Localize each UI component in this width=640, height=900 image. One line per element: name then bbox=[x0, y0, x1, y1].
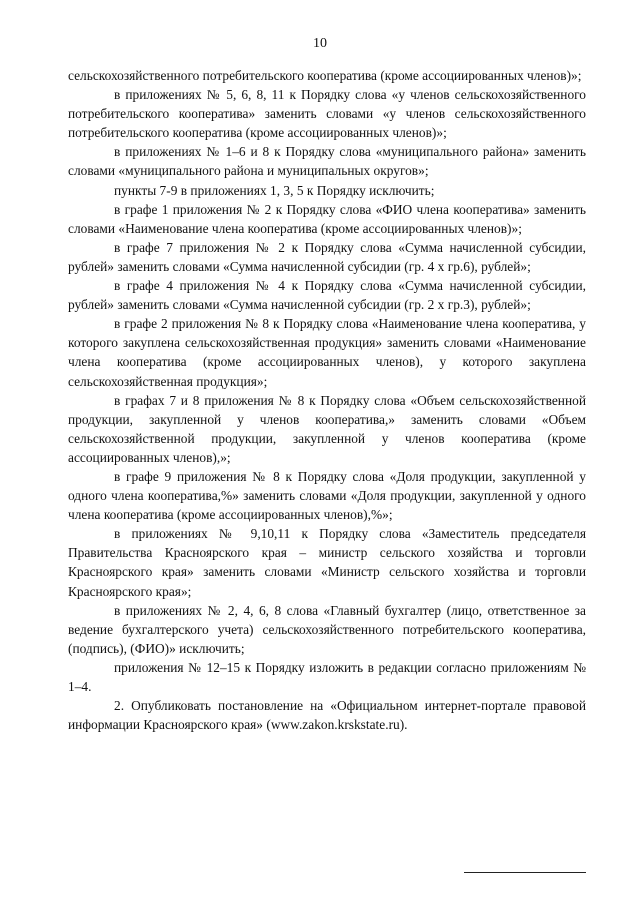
paragraph-5: в графе 1 приложения № 2 к Порядку слова «ФИО члена кооператива» заменить словами «Наименование члена кооператива (кроме ассоциированных членов)»; bbox=[68, 201, 586, 236]
paragraph-2: в приложениях № 5, 6, 8, 11 к Порядку слова «у членов сельскохозяйственного потребительского кооператива» заменить словами «у членов сельскохозяйственного потребительского кооператива (кроме ассоциированных членов)»; bbox=[68, 87, 586, 141]
paragraph-6: в графе 7 приложения № 2 к Порядку слова «Сумма начисленной субсидии, рублей» заменить словами «Сумма начисленной субсидии (гр. 4 х гр.6), рублей»; bbox=[68, 239, 586, 274]
paragraph-14: 2. Опубликовать постановление на «Официальном интернет-портале правовой информации Красноярского края» (www.zakon.krskstate.ru). bbox=[68, 698, 586, 733]
paragraph-9: в графах 7 и 8 приложения № 8 к Порядку слова «Объем сельскохозяйственной продукции, закупленной у членов кооператива,» заменить словами «Объем сельскохозяйственной продукции, закупленной у членов кооператива (кроме ассоциированных членов),»; bbox=[68, 392, 586, 465]
paragraph-12: в приложениях № 2, 4, 6, 8 слова «Главный бухгалтер (лицо, ответственное за ведение бухгалтерского учета) сельскохозяйственного потребительского кооператива, (подпись), (ФИО)» исключить; bbox=[68, 602, 586, 656]
paragraph-8: в графе 2 приложения № 8 к Порядку слова «Наименование члена кооператива, у которого закуплена сельскохозяйственная продукция» заменить словами «Наименование члена кооператива (кроме ассоциированных членов), у которого закуплена сельскохозяйственная продукция»; bbox=[68, 316, 586, 389]
page-number: 10 bbox=[313, 36, 327, 51]
footer-divider bbox=[464, 872, 586, 873]
paragraph-13: приложения № 12–15 к Порядку изложить в редакции согласно приложениям № 1–4. bbox=[68, 659, 586, 694]
paragraph-7: в графе 4 приложения № 4 к Порядку слова «Сумма начисленной субсидии, рублей» заменить словами «Сумма начисленной субсидии (гр. 2 х гр.3), рублей»; bbox=[68, 278, 586, 313]
paragraph-10: в графе 9 приложения № 8 к Порядку слова «Доля продукции, закупленной у одного члена кооператива,%» заменить словами «Доля продукции, закупленной у одного члена кооператива (кроме ассоциированных членов),%»; bbox=[68, 468, 586, 523]
paragraph-1: сельскохозяйственного потребительского кооператива (кроме ассоциированных членов)»; bbox=[68, 68, 582, 83]
paragraph-4: пункты 7-9 в приложениях 1, 3, 5 к Порядку исключить; bbox=[114, 182, 435, 198]
document-body bbox=[68, 66, 586, 734]
paragraph-11: в приложениях № 9,10,11 к Порядку слова «Заместитель председателя Правительства Красноярского края – министр сельского хозяйства и торговли Красноярского края» заменить словами «Министр сельского хозяйства и торговли Красноярского края»; bbox=[68, 526, 586, 599]
paragraph-3: в приложениях № 1–6 и 8 к Порядку слова «муниципального района» заменить словами «муниципального района и муниципальных округов»; bbox=[68, 144, 586, 179]
